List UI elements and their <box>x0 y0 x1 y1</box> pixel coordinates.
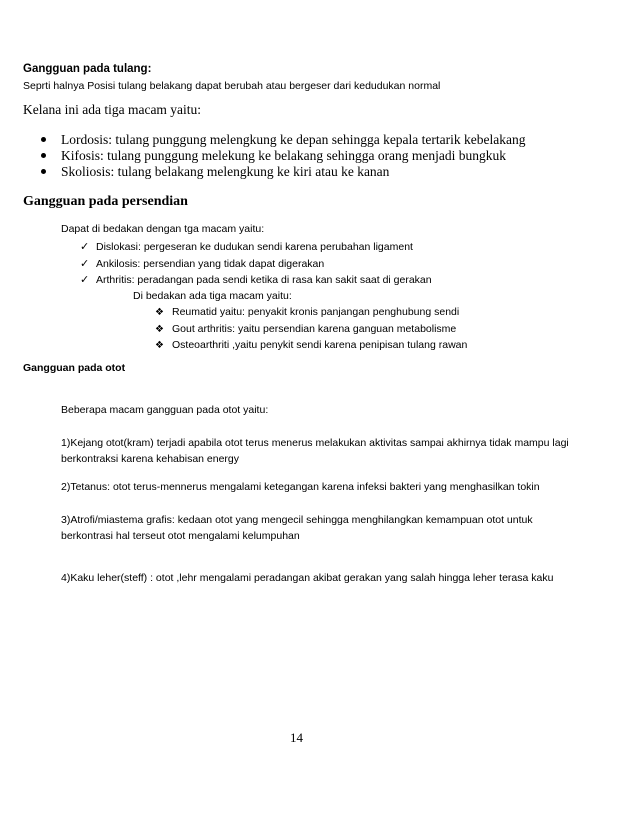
page-number: 14 <box>290 730 303 745</box>
list-item: ❖ Osteoarthriti ,yaitu penykit sendi karena penipisan tulang rawan <box>155 339 468 351</box>
list-item: Skoliosis: tulang belakang melengkung ke kiri atau ke kanan <box>41 164 389 180</box>
intro-tulang: Seprti halnya Posisi tulang belakang dapat berubah atau bergeser dari kedudukan normal <box>23 80 441 92</box>
heading-persendian: Gangguan pada persendian <box>23 194 188 209</box>
list-item: ❖ Reumatid yaitu: penyakit kronis panjangan penghubung sendi <box>155 306 460 318</box>
diamond-bullet-icon: ❖ <box>155 340 164 351</box>
list-item: Kifosis: tulang punggung melekung ke belakang sehingga orang menjadi bungkuk <box>41 148 506 164</box>
sub-intro-persendian: Di bedakan ada tiga macam yaitu: <box>133 290 292 302</box>
bullet-dot-icon <box>41 169 46 174</box>
heading-otot: Gangguan pada otot <box>23 362 126 374</box>
list-item: ✓ Ankilosis: persendian yang tidak dapat digerakan <box>80 258 325 270</box>
bullet-dot-icon <box>41 153 46 158</box>
intro-persendian: Dapat di bedakan dengan tga macam yaitu: <box>61 223 265 235</box>
checkmark-icon: ✓ <box>80 274 90 286</box>
heading-tulang: Gangguan pada tulang: <box>23 63 152 75</box>
paragraph-tetanus: 2)Tetanus: otot terus-mennerus mengalami ketegangan karena infeksi bakteri yang menghasilkan tokin <box>61 481 540 493</box>
list-item: Lordosis: tulang punggung melengkung ke depan sehingga kepala tertarik kebelakang <box>41 132 526 148</box>
checkmark-icon: ✓ <box>80 241 90 253</box>
bullet-dot-icon <box>41 137 46 142</box>
paragraph-atrofi: 3)Atrofi/miastema grafis: kedaan otot yang mengecil sehingga menghilangkan kemampuan otot untuk berkontrasi hal terseut otot mengalami kelumpuhan <box>61 514 533 542</box>
paragraph-kaku-leher: 4)Kaku leher(steff) : otot ,lehr mengalami peradangan akibat gerakan yang salah hingga leher terasa kaku <box>61 572 554 584</box>
diamond-bullet-icon: ❖ <box>155 324 164 335</box>
checkmark-icon: ✓ <box>80 258 90 270</box>
paragraph-kejang: 1)Kejang otot(kram) terjadi apabila otot terus menerus melakukan aktivitas sampai akhirnya tidak mampu lagi berkontraksi karena kehabisan energy <box>61 437 569 465</box>
list-item: ✓ Dislokasi: pergeseran ke dudukan sendi karena perubahan ligament <box>80 241 413 253</box>
diamond-bullet-icon: ❖ <box>155 307 164 318</box>
list-item: ✓ Arthritis: peradangan pada sendi ketika di rasa kan sakit saat di gerakan <box>80 274 432 286</box>
intro-otot: Beberapa macam gangguan pada otot yaitu: <box>61 404 269 416</box>
kelas-tulang: Kelana ini ada tiga macam yaitu: <box>23 102 202 117</box>
list-item: ❖ Gout arthritis: yaitu persendian karena ganguan metabolisme <box>155 323 457 335</box>
